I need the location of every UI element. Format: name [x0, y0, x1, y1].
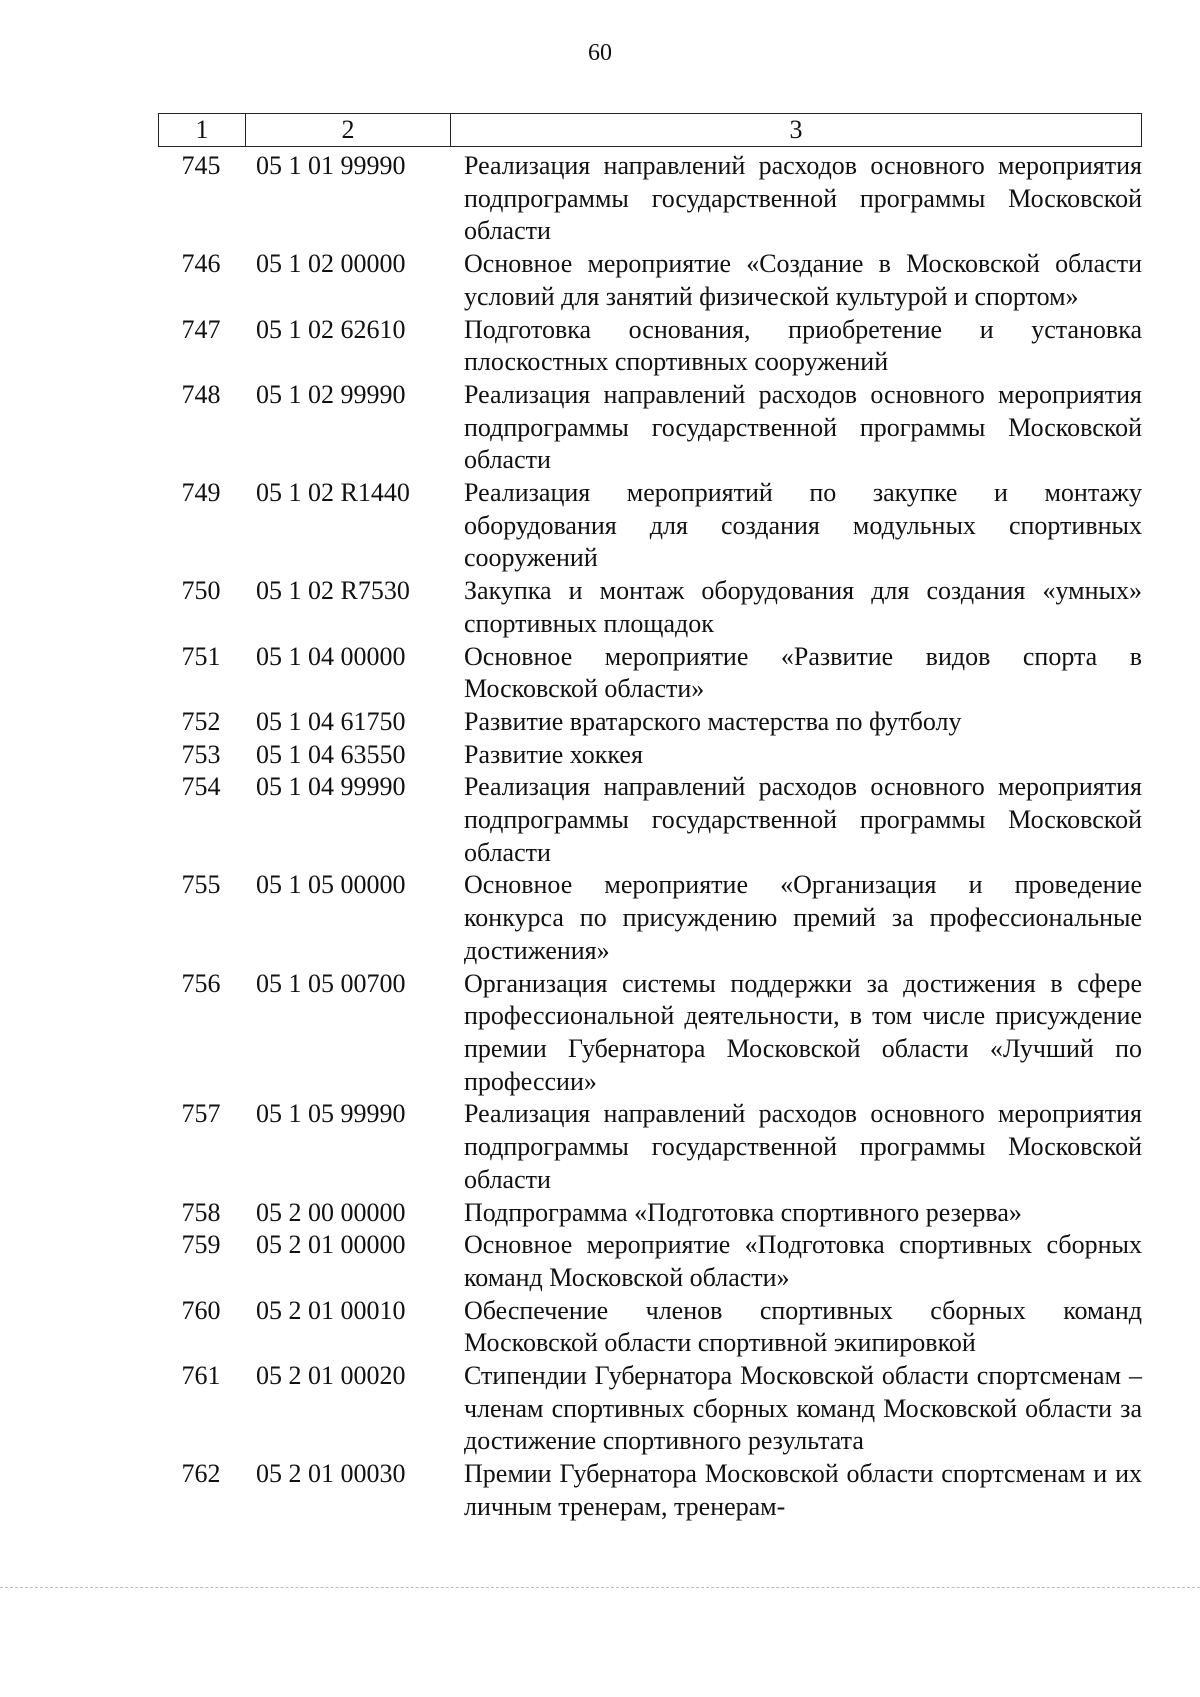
table-row — [158, 379, 1142, 477]
table-row — [158, 968, 1142, 1099]
row-number: 761 — [181, 1361, 221, 1391]
budget-code: 05 2 01 00010 — [256, 1295, 406, 1325]
row-number: 757 — [181, 1099, 221, 1129]
row-description: Основное мероприятие «Развитие видов спорта в Московской области» — [464, 641, 1142, 704]
table-row — [158, 314, 1142, 379]
table-row — [158, 575, 1142, 640]
row-description: Реализация направлений расходов основного мероприятия подпрограммы государственной программы Московской области — [464, 1099, 1142, 1194]
table-header — [158, 113, 1142, 147]
table-row — [158, 706, 1142, 739]
row-number: 760 — [181, 1295, 221, 1325]
table-row — [158, 869, 1142, 967]
table-row — [158, 641, 1142, 706]
budget-code: 05 1 04 63550 — [256, 739, 406, 769]
row-description: Развитие хоккея — [464, 739, 643, 769]
table-row — [158, 1360, 1142, 1458]
budget-code: 05 2 01 00000 — [256, 1230, 406, 1260]
row-number: 754 — [181, 772, 221, 802]
table-row — [158, 739, 1142, 772]
row-number: 752 — [181, 706, 221, 736]
budget-code: 05 1 05 00000 — [256, 870, 406, 900]
row-description: Основное мероприятие «Организация и проведение конкурса по присуждению премий за профессиональные достижения» — [464, 870, 1142, 965]
row-number: 745 — [181, 151, 221, 180]
budget-code: 05 1 02 R1440 — [256, 478, 410, 508]
budget-code: 05 1 04 00000 — [256, 641, 406, 671]
table-row — [158, 477, 1142, 575]
column-header-2: 2 — [246, 114, 451, 146]
row-description: Развитие вратарского мастерства по футболу — [464, 706, 962, 736]
page-cut-line — [0, 1587, 1200, 1588]
row-description: Реализация направлений расходов основного мероприятия подпрограммы государственной программы Московской области — [464, 151, 1142, 246]
row-description: Закупка и монтаж оборудования для создания «умных» спортивных площадок — [464, 576, 1142, 638]
row-description: Реализация направлений расходов основного мероприятия подпрограммы государственной программы Московской области — [464, 379, 1142, 475]
column-header-3: 3 — [789, 115, 803, 144]
budget-code: 05 1 02 00000 — [256, 249, 406, 279]
row-description: Реализация мероприятий по закупке и монтажу оборудования для создания модульных спортивных сооружений — [464, 478, 1142, 573]
table-row — [158, 248, 1142, 313]
row-description: Стипендии Губернатора Московской области спортсменам – членам спортивных сборных команд Московской области за достижение спортивного результата — [464, 1361, 1142, 1456]
budget-code: 05 2 00 00000 — [256, 1197, 406, 1227]
row-number: 746 — [181, 249, 221, 279]
budget-code: 05 1 05 00700 — [256, 968, 406, 998]
row-description: Основное мероприятие «Подготовка спортивных сборных команд Московской области» — [464, 1230, 1142, 1292]
row-description: Организация системы поддержки за достижения в сфере профессиональной деятельности, в том числе присуждение премии Губернатора Московской области «Лучший по профессии» — [464, 968, 1142, 1096]
row-number: 748 — [181, 379, 221, 409]
table-row — [158, 1229, 1142, 1294]
table-row — [158, 1197, 1142, 1230]
row-number: 751 — [181, 641, 221, 671]
table-row — [158, 1098, 1142, 1196]
row-number: 753 — [181, 739, 221, 769]
row-description: Подготовка основания, приобретение и установка плоскостных спортивных сооружений — [464, 314, 1142, 377]
row-description: Обеспечение членов спортивных сборных команд Московской области спортивной экипировкой — [464, 1295, 1142, 1358]
table-row — [158, 1295, 1142, 1360]
budget-code: 05 1 02 62610 — [256, 314, 406, 344]
budget-code: 05 1 01 99990 — [256, 151, 406, 180]
table-body — [158, 150, 1142, 1524]
budget-code: 05 2 01 00020 — [256, 1361, 406, 1391]
row-number: 755 — [181, 870, 221, 900]
row-description: Подпрограмма «Подготовка спортивного резерва» — [464, 1197, 1022, 1227]
budget-code: 05 1 02 R7530 — [256, 576, 410, 606]
column-header-1: 1 — [159, 114, 246, 146]
budget-code: 05 1 04 99990 — [256, 772, 406, 802]
budget-code: 05 2 01 00030 — [256, 1459, 406, 1489]
budget-code: 05 1 04 61750 — [256, 706, 406, 736]
page-number: 60 — [588, 40, 612, 66]
table-row — [158, 771, 1142, 869]
row-description: Реализация направлений расходов основного мероприятия подпрограммы государственной программы Московской области — [464, 772, 1142, 867]
row-description: Основное мероприятие «Создание в Московской области условий для занятий физической культурой и спортом» — [464, 249, 1142, 311]
budget-code: 05 1 05 99990 — [256, 1099, 406, 1129]
row-number: 756 — [181, 968, 221, 998]
row-number: 750 — [181, 576, 221, 606]
table-row — [158, 1458, 1142, 1523]
table-row — [158, 150, 1142, 248]
row-description: Премии Губернатора Московской области спортсменам и их личным тренерам, тренерам- — [464, 1459, 1142, 1521]
budget-code: 05 1 02 99990 — [256, 379, 406, 409]
row-number: 762 — [181, 1459, 221, 1489]
row-number: 758 — [181, 1197, 221, 1227]
row-number: 749 — [181, 478, 221, 508]
row-number: 747 — [181, 314, 221, 344]
row-number: 759 — [181, 1230, 221, 1260]
